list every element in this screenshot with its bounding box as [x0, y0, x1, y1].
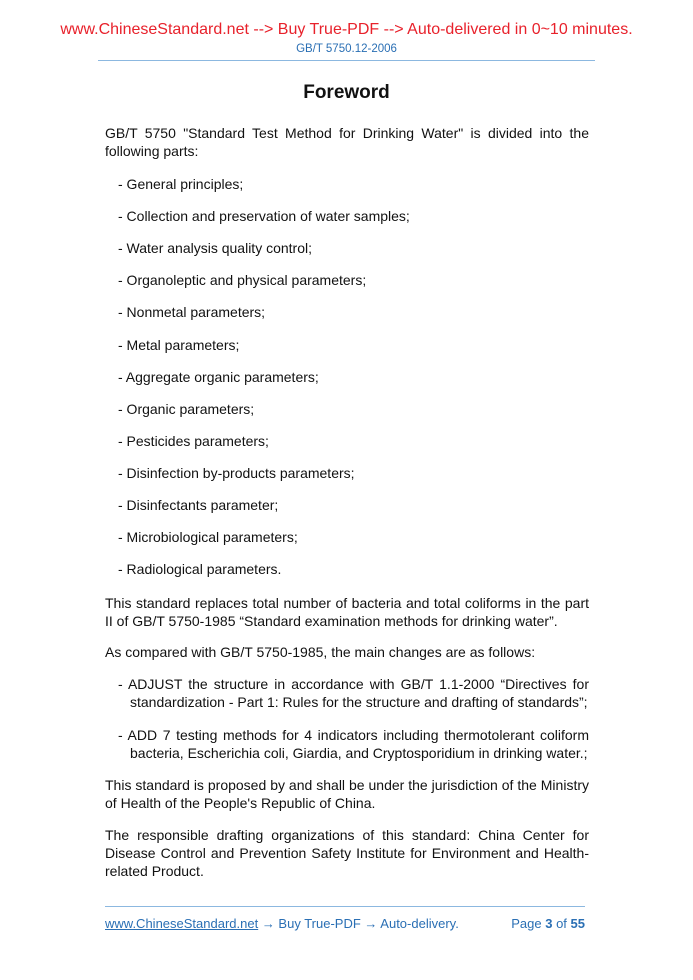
footer-divider	[105, 906, 585, 907]
change-item: - ADJUST the structure in accordance with GB/T 1.1-2000 “Directives for standardization - Part 1: Rules for the structure and drafting of standards”;	[118, 676, 589, 710]
page-number	[511, 916, 585, 931]
of-label: of	[556, 916, 567, 931]
page-label: Page	[511, 916, 542, 931]
header-doc-id: GB/T 5750.12-2006	[296, 43, 397, 55]
current-page: 3	[545, 916, 553, 931]
part-list-item: - Water analysis quality control;	[118, 240, 312, 257]
part-list-item: - Radiological parameters.	[118, 561, 282, 578]
part-list-item: - Metal parameters;	[118, 336, 240, 353]
footer	[105, 916, 585, 931]
part-list-item: - Disinfectants parameter;	[118, 497, 279, 513]
part-list-item: - General principles;	[118, 176, 244, 192]
footer-text: → Buy True-PDF → Auto-delivery.	[258, 916, 459, 931]
part-list-item: - Organic parameters;	[118, 400, 255, 417]
part-list-item: - Disinfection by-products parameters;	[118, 464, 355, 481]
part-list-item: - Microbiological parameters;	[118, 529, 298, 546]
total-pages: 55	[570, 916, 585, 931]
part-list-item: - Aggregate organic parameters;	[118, 368, 319, 385]
footer-link[interactable]: www.ChineseStandard.net	[105, 916, 259, 931]
part-list-item: - Nonmetal parameters;	[118, 304, 266, 321]
part-list-item: - Organoleptic and physical parameters;	[118, 272, 367, 289]
page-title: Foreword	[303, 82, 390, 103]
drafting-paragraph: The responsible drafting organizations of this standard: China Center for Disease Control and Prevention Safety Institute for Environment and Health-related Product.	[105, 827, 589, 879]
change-item: - ADD 7 testing methods for 4 indicators including thermotolerant coliform bacteria, Escherichia coli, Giardia, and Cryptosporidium in drinking water.;	[118, 727, 589, 761]
part-list-item: - Collection and preservation of water samples;	[118, 208, 410, 225]
proposed-paragraph: This standard is proposed by and shall be under the jurisdiction of the Ministry of Health of the People's Republic of China.	[105, 777, 589, 811]
header-divider	[98, 60, 595, 61]
intro-paragraph: GB/T 5750 "Standard Test Method for Drinking Water" is divided into the following parts:	[105, 125, 589, 159]
changes-intro: As compared with GB/T 5750-1985, the main changes are as follows:	[105, 644, 536, 660]
replaces-paragraph: This standard replaces total number of bacteria and total coliforms in the part II of GB/T 5750-1985 “Standard examination methods for drinking water”.	[105, 595, 589, 629]
part-list-item: - Pesticides parameters;	[118, 432, 269, 449]
header-banner: www.ChineseStandard.net --> Buy True-PDF --> Auto-delivered in 0~10 minutes.	[60, 21, 633, 38]
